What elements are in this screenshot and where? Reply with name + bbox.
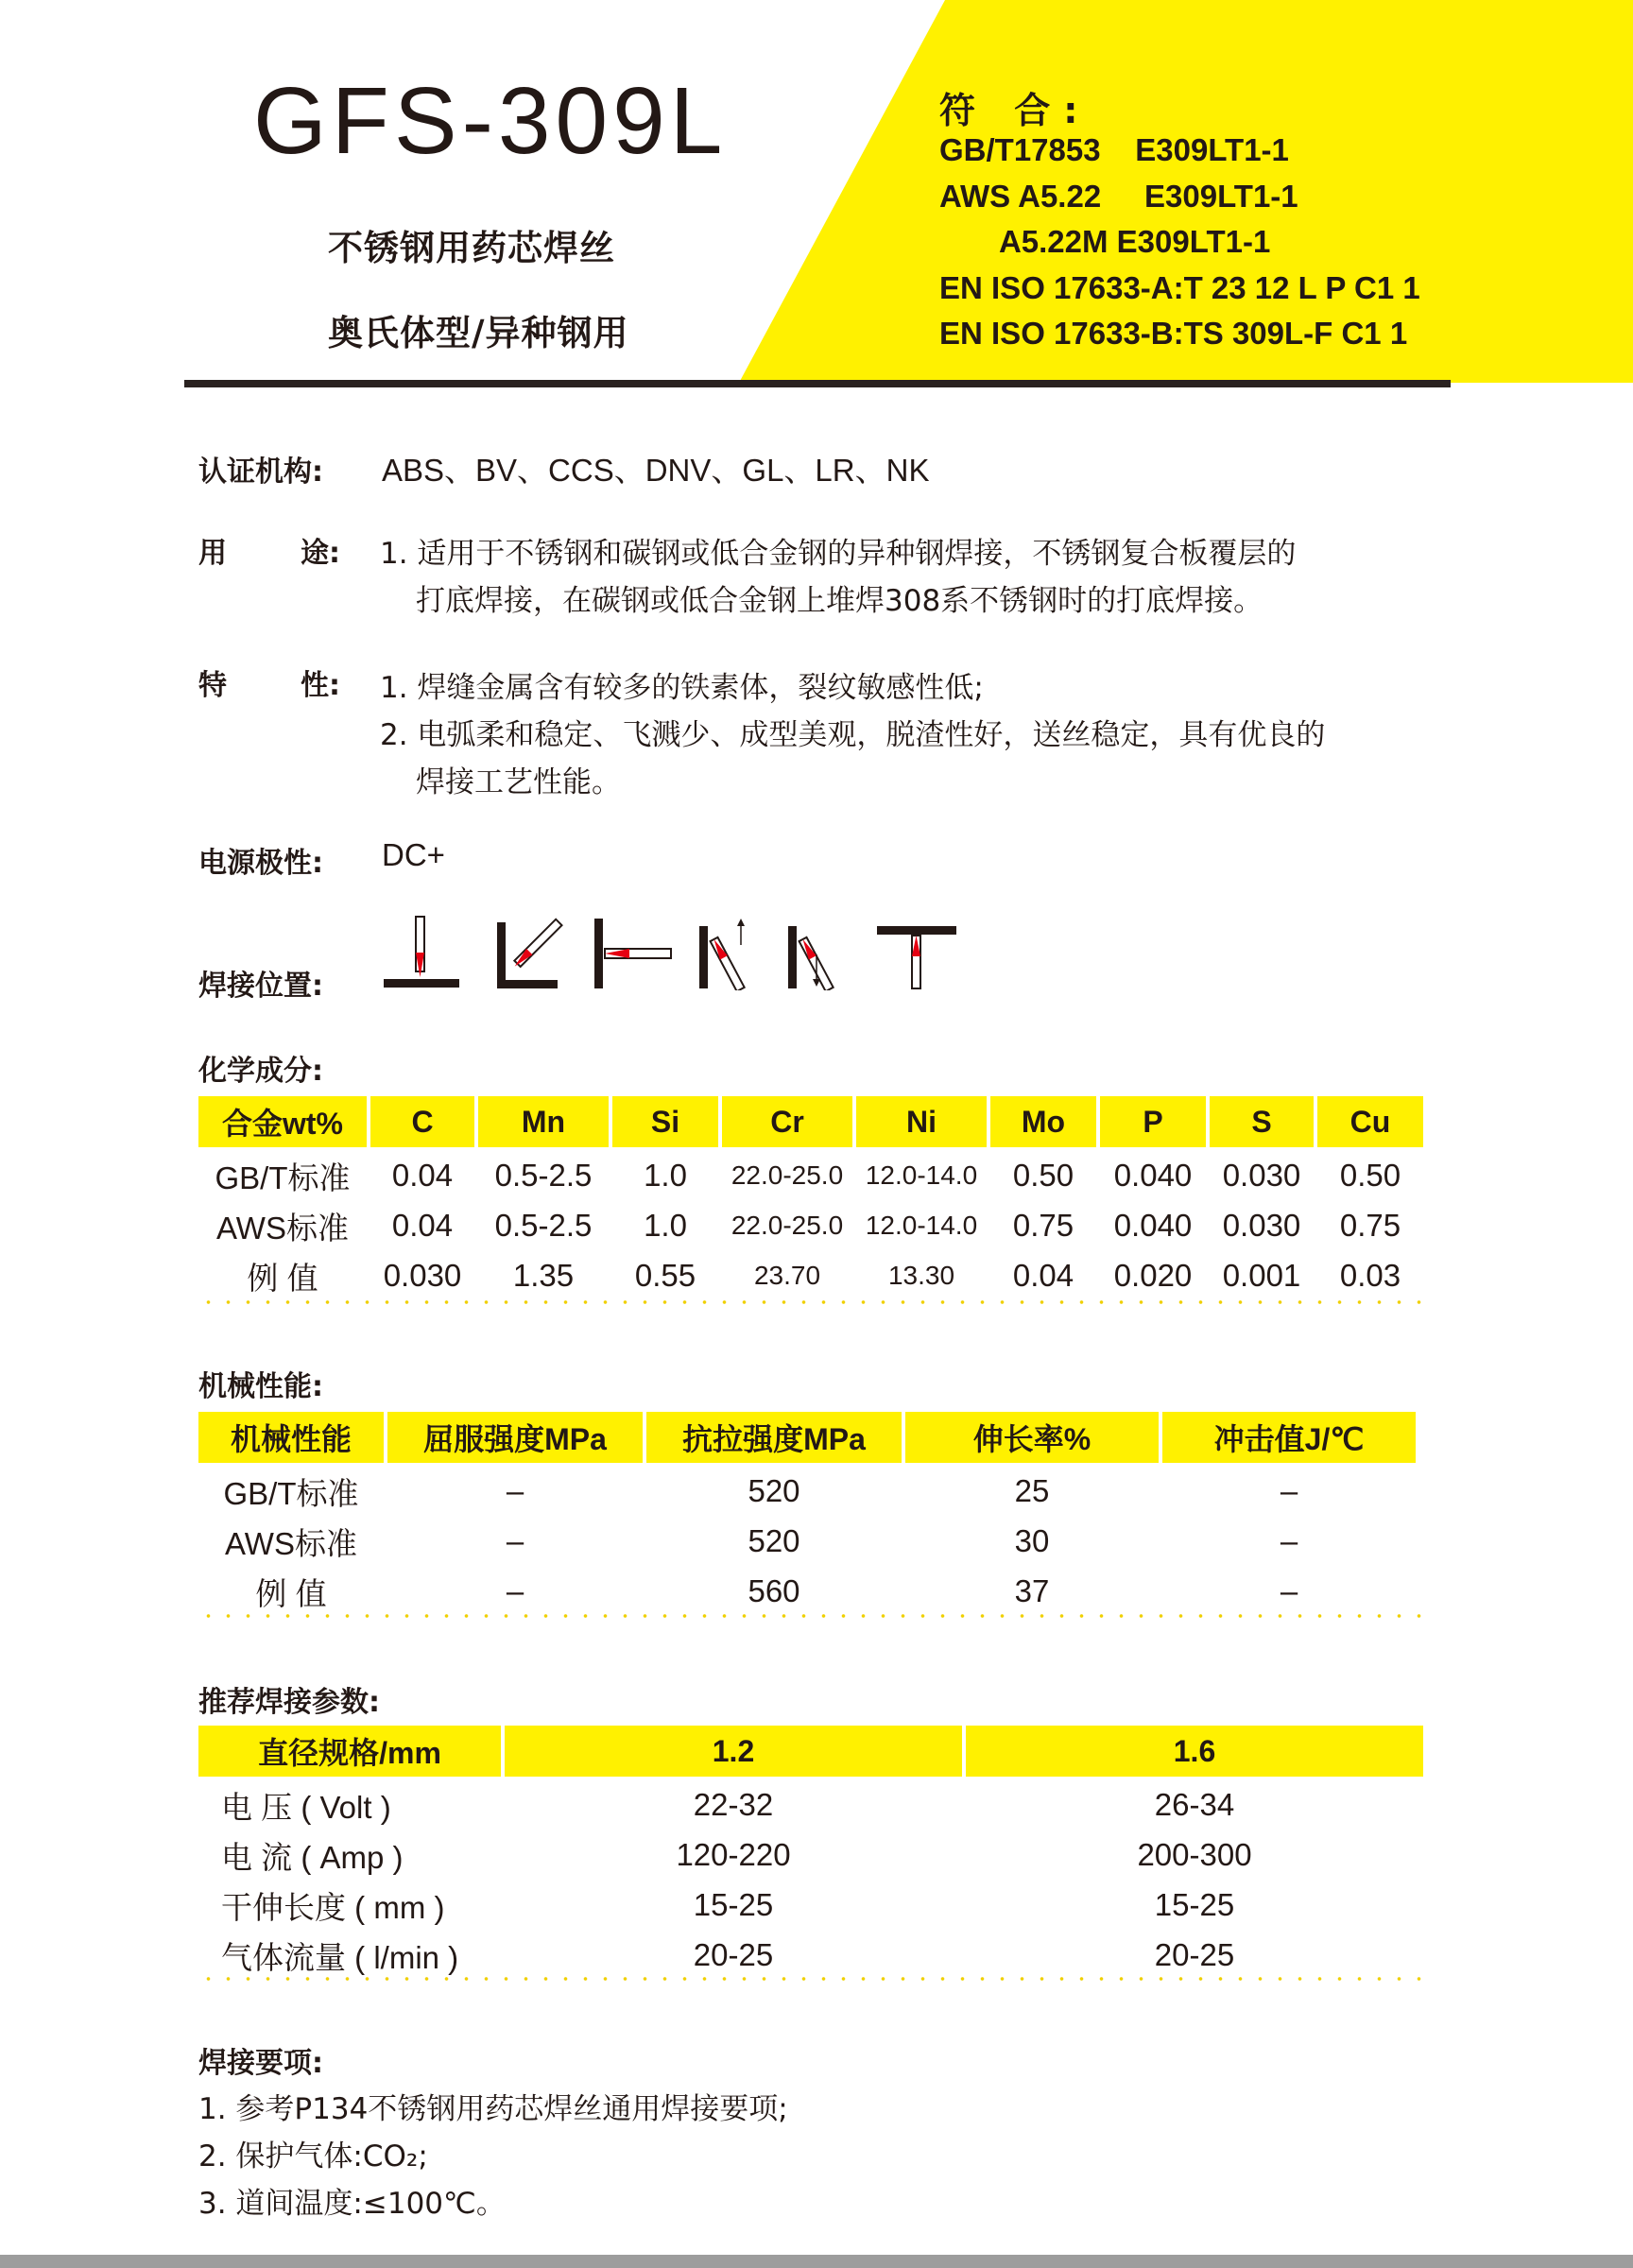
table-cell: 例 值 [247,1260,318,1296]
table-cell: 20-25 [693,1937,774,1972]
note-line: 3. 道间温度:≤100℃。 [198,2187,506,2221]
table-cell: 1.0 [644,1208,687,1243]
usage-line: 1. 适用于不锈钢和碳钢或低合金钢的异种钢焊接，不锈钢复合板覆层的 [380,537,1297,571]
features-line: 1. 焊缝金属含有较多的铁素体，裂纹敏感性低; [380,671,984,705]
table-cell: 25 [1014,1473,1050,1508]
dotted-divider [198,1614,1427,1618]
table-header-cell: Mn [478,1096,609,1147]
table-header-cell: 合金wt% [198,1096,367,1147]
table-cell: 23.70 [753,1261,821,1290]
standard-line: GB/T17853 E309LT1-1 [939,132,1289,167]
table-cell: 0.03 [1339,1258,1401,1293]
table-header-cell: C [370,1096,474,1147]
table-cell: GB/T标准 [223,1475,359,1511]
standard-line: AWS A5.22 E309LT1-1 [939,179,1298,214]
table-cell: 0.50 [1012,1158,1074,1193]
dotted-divider [198,1977,1427,1981]
table-cell: 22-32 [693,1787,774,1822]
dotted-divider [198,1300,1427,1304]
certification-value: ABS、BV、CCS、DNV、GL、LR、NK [382,453,930,488]
table-cell: 0.030 [383,1258,462,1293]
vertical-up-icon [690,915,775,990]
table-header-cell: Cr [722,1096,852,1147]
table-cell: 13.30 [887,1261,955,1290]
table-cell: 560 [748,1573,800,1608]
table-cell: 0.020 [1113,1258,1193,1293]
table-cell: 520 [748,1473,800,1508]
mechanical-label: 机械性能: [198,1370,323,1403]
table-cell: 0.04 [391,1208,454,1243]
table-cell: 12.0-14.0 [865,1211,978,1240]
table-cell: 0.5-2.5 [494,1208,593,1243]
table-cell: 0.001 [1222,1258,1301,1293]
table-cell: 0.040 [1113,1208,1193,1243]
table-cell: 22.0-25.0 [731,1211,844,1240]
polarity-value: DC+ [382,837,445,872]
table-cell: 0.030 [1222,1208,1301,1243]
table-cell: 15-25 [693,1887,774,1922]
notes-label: 焊接要项: [198,2047,323,2080]
table-header-cell: 冲击值J/℃ [1162,1412,1416,1463]
horizontal-fillet-icon [493,915,588,990]
table-cell: GB/T标准 [215,1160,351,1195]
usage-label-a: 用 [198,537,227,570]
table-header-cell: Ni [856,1096,987,1147]
table-cell: – [1280,1523,1298,1558]
footer-bar [0,2255,1633,2268]
horizontal-position-icon [592,915,686,990]
polarity-label: 电源极性: [198,847,323,880]
table-cell: 例 值 [255,1575,327,1611]
table-cell: 干伸长度 ( mm ) [221,1889,445,1925]
positions-label: 焊接位置: [198,970,323,1003]
table-cell: 520 [748,1523,800,1558]
table-header-cell: 机械性能 [198,1412,384,1463]
table-cell: 0.50 [1339,1158,1401,1193]
table-header-cell: 伸长率% [905,1412,1159,1463]
compliance-heading: 符 合: [939,90,1092,131]
product-title: GFS-309L [253,68,728,174]
table-cell: 电 流 ( Amp ) [221,1839,404,1875]
note-line: 2. 保护气体:CO₂; [198,2139,428,2174]
chemical-label: 化学成分: [198,1055,323,1088]
table-cell: 120-220 [676,1837,791,1872]
overhead-position-icon [873,915,968,990]
table-cell: – [1280,1573,1298,1608]
table-cell: 气体流量 ( l/min ) [221,1939,459,1975]
features-label-a: 特 [198,669,227,702]
table-cell: – [506,1523,524,1558]
table-header-cell: Cu [1317,1096,1423,1147]
parameters-label: 推荐焊接参数: [198,1686,380,1719]
vertical-down-icon [779,915,864,990]
table-cell: 0.04 [1012,1258,1074,1293]
table-cell: 0.55 [634,1258,696,1293]
standard-line: A5.22M E309LT1-1 [939,224,1271,259]
table-cell: – [506,1473,524,1508]
table-header-cell: 屈服强度MPa [387,1412,643,1463]
table-cell: 1.0 [644,1158,687,1193]
table-cell: 30 [1014,1523,1050,1558]
certification-label: 认证机构: [198,455,323,489]
usage-label-b: 途: [301,537,340,570]
standard-line: EN ISO 17633-B:TS 309L-F C1 1 [939,316,1408,351]
table-header-cell: 1.2 [505,1726,962,1777]
flat-position-icon [378,915,482,990]
table-cell: 22.0-25.0 [731,1160,844,1190]
table-cell: 20-25 [1154,1937,1235,1972]
table-cell: 电 压 ( Volt ) [221,1789,391,1825]
table-cell: 0.030 [1222,1158,1301,1193]
table-cell: 37 [1014,1573,1050,1608]
table-header-cell: S [1210,1096,1314,1147]
table-cell: – [1280,1473,1298,1508]
header-divider [184,380,1451,387]
note-line: 1. 参考P134不锈钢用药芯焊丝通用焊接要项; [198,2092,788,2126]
table-header-cell: P [1100,1096,1206,1147]
table-cell: 0.75 [1012,1208,1074,1243]
table-header-cell: 抗拉强度MPa [646,1412,902,1463]
table-cell: AWS标准 [216,1210,349,1246]
features-line: 焊接工艺性能。 [416,765,621,799]
table-cell: – [506,1573,524,1608]
table-cell: 0.040 [1113,1158,1193,1193]
table-cell: 200-300 [1137,1837,1252,1872]
features-line: 2. 电弧柔和稳定、飞溅少、成型美观，脱渣性好，送丝稳定，具有优良的 [380,718,1326,752]
table-cell: AWS标准 [225,1525,357,1561]
usage-line: 打底焊接，在碳钢或低合金钢上堆焊308系不锈钢时的打底焊接。 [416,584,1263,618]
table-cell: 15-25 [1154,1887,1235,1922]
table-cell: 26-34 [1154,1787,1235,1822]
table-header-cell: 直径规格/mm [198,1726,501,1777]
features-label-b: 性: [301,669,340,702]
standard-line: EN ISO 17633-A:T 23 12 L P C1 1 [939,270,1420,305]
table-header-cell: 1.6 [966,1726,1423,1777]
table-header-cell: Si [612,1096,718,1147]
table-cell: 0.75 [1339,1208,1401,1243]
table-cell: 12.0-14.0 [865,1160,978,1190]
product-category: 奥氏体型/异种钢用 [328,313,629,353]
table-cell: 0.04 [391,1158,454,1193]
table-header-cell: Mo [990,1096,1096,1147]
product-subtitle: 不锈钢用药芯焊丝 [328,228,615,268]
table-cell: 0.5-2.5 [494,1158,593,1193]
table-cell: 1.35 [512,1258,575,1293]
